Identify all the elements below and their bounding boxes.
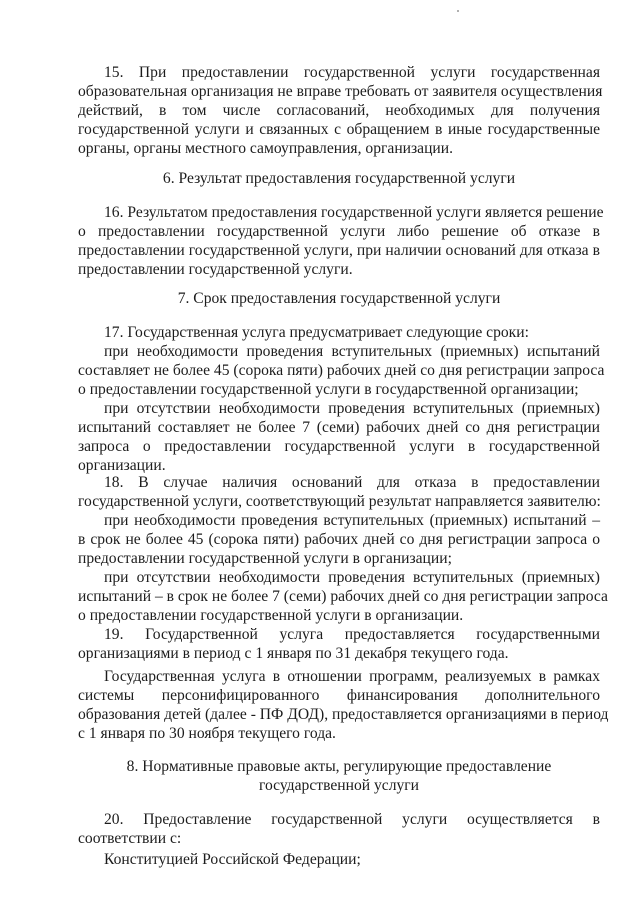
p16-line-1: 16. Результатом предоставления государственной услуги является решение — [104, 204, 604, 221]
p18-line-1: 18. В случае наличия оснований для отказа в предоставлении — [104, 474, 600, 491]
p19-line-5: образования детей (далее - ПФ ДОД), предоставляется организациями в период — [78, 706, 609, 723]
p15-line-3: действий, в том числе согласований, необходимых для получения — [78, 102, 600, 119]
p17-line-4: о предоставлении государственной услуги в государственной организации; — [78, 381, 579, 398]
p19-line-3: Государственная услуга в отношении программ, реализуемых в рамках — [104, 668, 600, 685]
p15-line-4: государственной услуги и связанных с обращением в иные государственные — [78, 121, 600, 138]
p20-line-3: Конституцией Российской Федерации; — [104, 851, 361, 868]
p15-line-2: образовательная организация не вправе требовать от заявителя осуществления — [78, 83, 603, 100]
p18-line-7: испытаний – в срок не более 7 (семи) рабочих дней со дня регистрации запроса — [78, 588, 608, 605]
p16-line-2: о предоставлении государственной услуги либо решение об отказе в — [78, 223, 600, 240]
p17-line-8: организации. — [78, 457, 166, 474]
p17-line-2: при необходимости проведения вступительных (приемных) испытаний — [104, 343, 600, 360]
p18-line-3: при необходимости проведения вступительных (приемных) испытаний – — [104, 512, 600, 529]
scan-speck — [457, 10, 459, 12]
p19-line-2: организациями в период с 1 января по 31 декабря текущего года. — [78, 645, 509, 662]
section-8-heading-line-2: государственной услуги — [258, 777, 420, 794]
p16-line-4: предоставлении государственной услуги. — [78, 261, 353, 278]
p20-line-1: 20. Предоставление государственной услуги осуществляется в — [104, 811, 600, 828]
p15-line-5: органы, органы местного самоуправления, организации. — [78, 140, 454, 157]
p17-line-7: запроса о предоставлении государственной услуги в государственной — [78, 438, 600, 455]
p18-line-4: в срок не более 45 (сорока пяти) рабочих дней со дня регистрации запроса о — [78, 531, 600, 548]
p17-line-3: составляет не более 45 (сорока пяти) рабочих дней со дня регистрации запроса — [78, 362, 605, 379]
p17-line-5: при отсутствии необходимости проведения вступительных (приемных) — [104, 400, 600, 417]
p15-line-1: 15. При предоставлении государственной услуги государственная — [104, 64, 600, 81]
p17-line-1: 17. Государственная услуга предусматривает следующие сроки: — [104, 324, 529, 341]
section-6-heading: 6. Результат предоставления государственной услуги — [162, 170, 516, 187]
p19-line-1: 19. Государственной услуга предоставляется государственными — [104, 626, 600, 643]
p18-line-6: при отсутствии необходимости проведения вступительных (приемных) — [104, 569, 600, 586]
p19-line-4: системы персонифицированного финансирования дополнительного — [78, 687, 600, 704]
p18-line-5: предоставлении государственной услуги в организации; — [78, 550, 452, 567]
p17-line-6: испытаний составляет не более 7 (семи) рабочих дней со дня регистрации — [78, 419, 600, 436]
section-8-heading-line-1: 8. Нормативные правовые акты, регулирующие предоставление — [126, 758, 552, 775]
p18-line-2: государственной услуги, соответствующий результат направляется заявителю: — [78, 493, 601, 510]
p20-line-2: соответствии с: — [78, 830, 182, 847]
section-7-heading: 7. Срок предоставления государственной услуги — [177, 290, 501, 307]
p19-line-6: с 1 января по 30 ноября текущего года. — [78, 725, 336, 742]
p18-line-8: о предоставлении государственной услуги в организации. — [78, 607, 464, 624]
p16-line-3: предоставлении государственной услуги, при наличии оснований для отказа в — [78, 242, 600, 259]
